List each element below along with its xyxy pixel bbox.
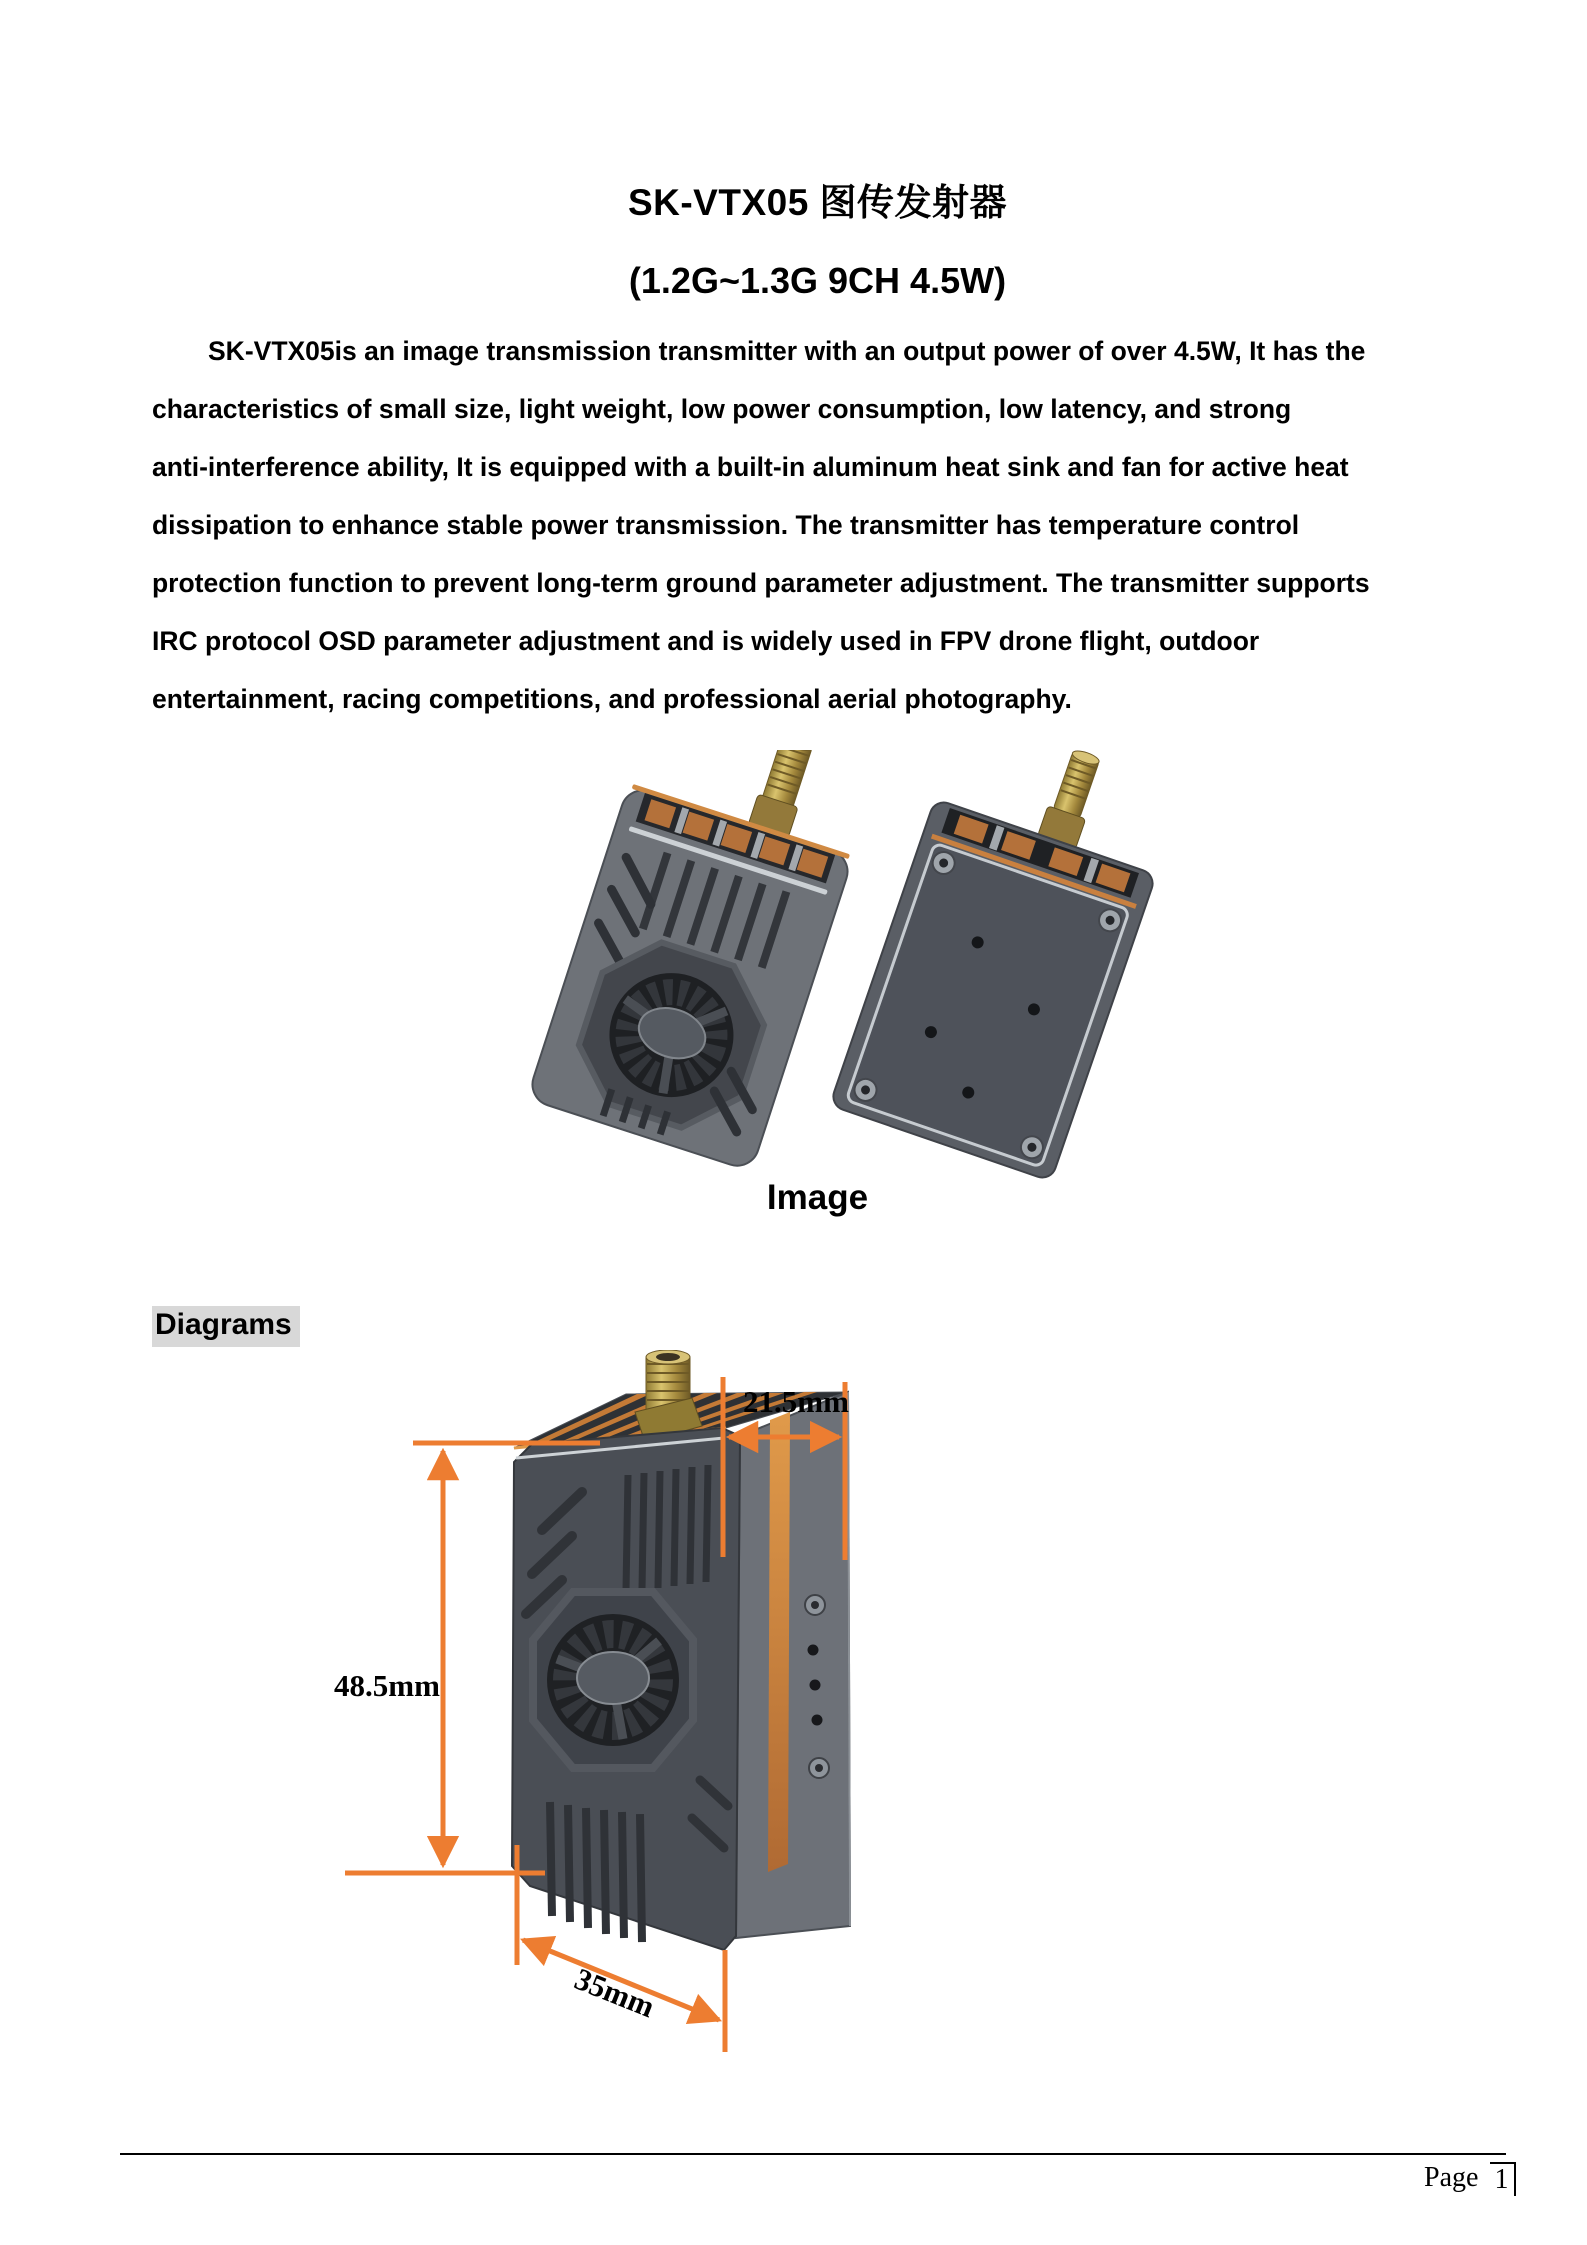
image-caption: Image (766, 1178, 869, 1217)
dim-width-label: 35mm (569, 1960, 660, 2025)
cooling-fan (533, 1592, 693, 1768)
device-3d-view (512, 1350, 850, 1950)
page-subtitle: (1.2G~1.3G 9CH 4.5W) (628, 260, 1007, 301)
paragraph-line: anti-interference ability, It is equipped with a built-in aluminum heat sink and fan for active heat (152, 452, 1349, 482)
paragraph-line: protection function to prevent long-term ground parameter adjustment. The transmitter supports (152, 568, 1370, 598)
paragraph-line: characteristics of small size, light weight, low power consumption, low latency, and strong (152, 394, 1292, 424)
footer-rule (120, 2153, 1506, 2155)
paragraph-line: IRC protocol OSD parameter adjustment and is widely used in FPV drone flight, outdoor (152, 626, 1260, 656)
paragraph-line: SK-VTX05is an image transmission transmitter with an output power of over 4.5W, It has the (208, 336, 1366, 366)
page-title: SK-VTX05 图传发射器 (627, 182, 1008, 223)
description-paragraph (152, 322, 1483, 728)
product-photo-svg (410, 750, 1190, 1180)
dim-connector-label: 21.5mm (743, 1384, 849, 1419)
sma-connector (748, 750, 818, 837)
product-photo (410, 750, 1190, 1180)
dim-height-label: 48.5mm (334, 1668, 440, 1703)
dimension-diagram-svg (230, 1350, 1030, 2065)
paragraph-line: entertainment, racing competitions, and professional aerial photography. (152, 684, 1072, 714)
footer-page-number: 1 (1490, 2162, 1516, 2196)
product-front-view (527, 750, 883, 1171)
diagrams-heading: Diagrams (152, 1306, 300, 1347)
product-back-view (830, 750, 1187, 1180)
paragraph-line: dissipation to enhance stable power transmission. The transmitter has temperature control (152, 510, 1300, 540)
footer-page-label: Page (1424, 2162, 1479, 2193)
footer (1424, 2162, 1516, 2196)
dimension-diagram (230, 1350, 1030, 2065)
sma-connector (1038, 750, 1107, 849)
